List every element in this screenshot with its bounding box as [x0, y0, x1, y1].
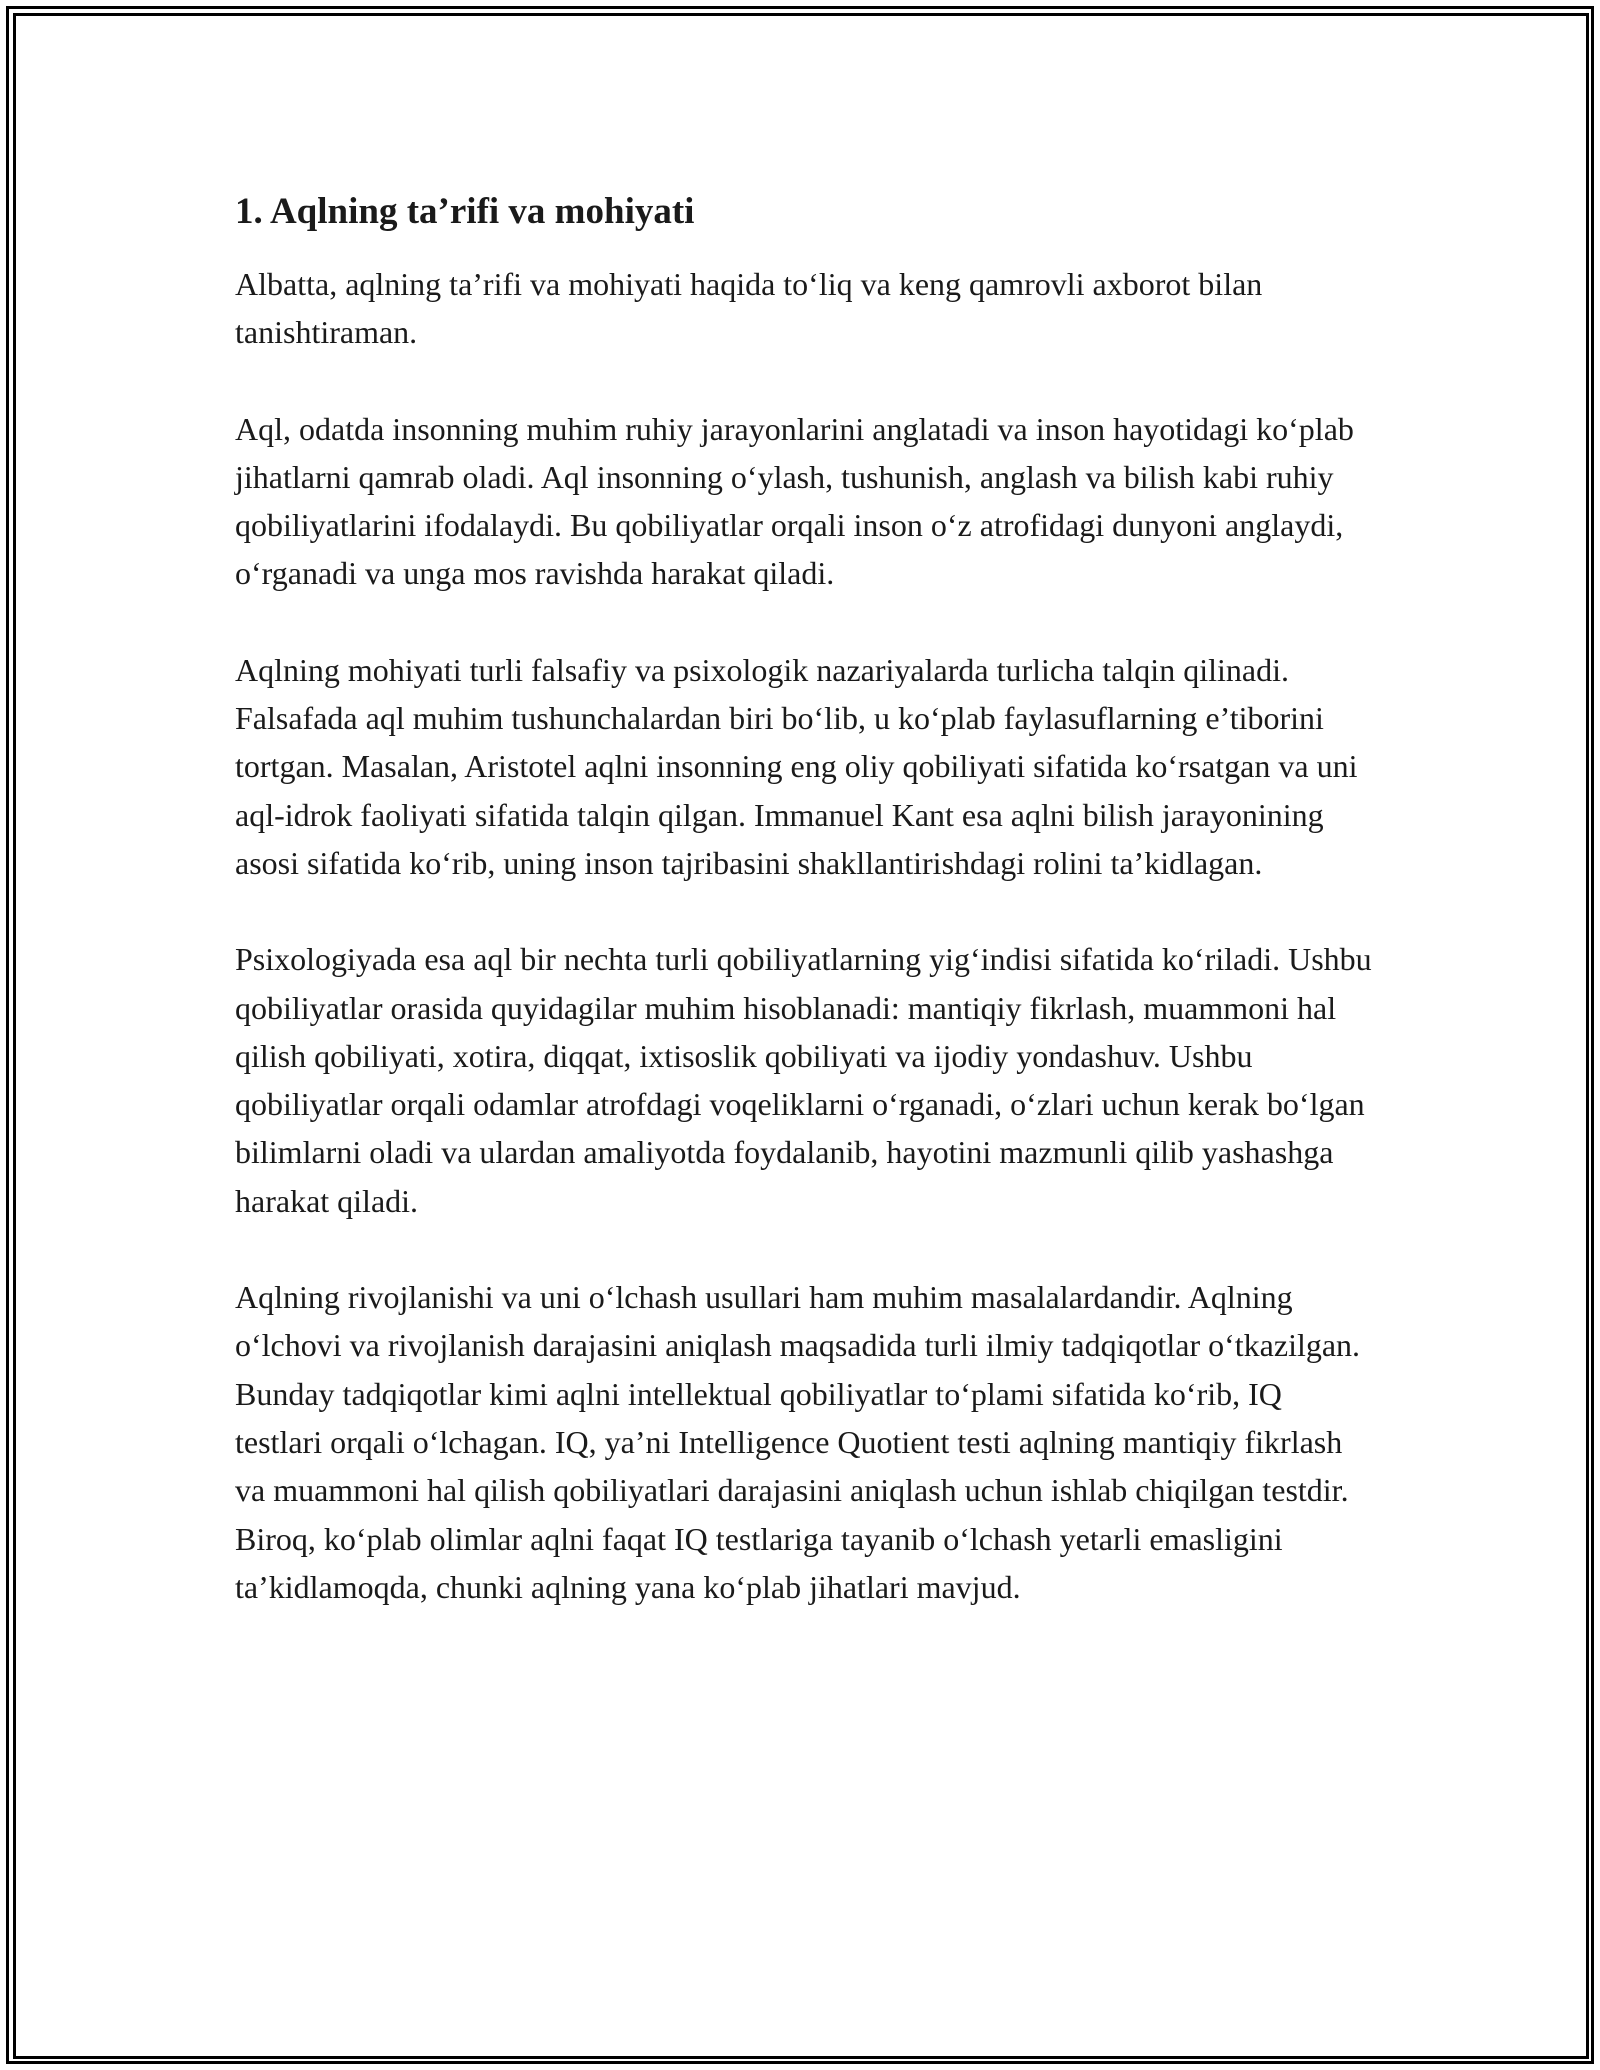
- paragraph-3: Aqlning mohiyati turli falsafiy va psixologik nazariyalarda turlicha talqin qilinadi. Falsafada aql muhim tushunchalardan biri bo‘lib, u ko‘plab faylasuflarning e’tiborini tortgan. Masalan, Aristotel aqlni insonning eng oliy qobiliyati sifatida ko‘rsatgan va uni aql-idrok faoliyati sifatida talqin qilgan. Immanuel Kant esa aqlni bilish jarayonining asosi sifatida ko‘rib, uning inson tajribasini shakllantirishdagi rolini ta’kidlagan.: [235, 651, 1358, 881]
- document-body: [235, 188, 1375, 1611]
- paragraph-2: Aql, odatda insonning muhim ruhiy jarayonlarini anglatadi va inson hayotidagi ko‘plab jihatlarni qamrab oladi. Aql insonning o‘ylash, tushunish, anglash va bilish kabi ruhiy qobiliyatlarini ifodalaydi. Bu qobiliyatlar orqali inson o‘z atrofidagi dunyoni anglaydi, o‘rganadi va unga mos ravishda harakat qiladi.: [235, 410, 1354, 592]
- paragraph-1: Albatta, aqlning ta’rifi va mohiyati haqida to‘liq va keng qamrovli axborot bilan tanishtiraman.: [235, 266, 1263, 351]
- section-heading: 1. Aqlning ta’rifi va mohiyati: [235, 191, 695, 232]
- paragraph-4: Psixologiyada esa aql bir nechta turli qobiliyatlarning yig‘indisi sifatida ko‘riladi. Ushbu qobiliyatlar orasida quyidagilar muhim hisoblanadi: mantiqiy fikrlash, muammoni hal qilish qobiliyati, xotira, diqqat, ixtisoslik qobiliyati va ijodiy yondashuv. Ushbu qobiliyatlar orqali odamlar atrofdagi voqeliklarni o‘rganadi, o‘zlari uchun kerak bo‘lgan bilimlarni oladi va ulardan amaliyotda foydalanib, hayotini mazmunli qilib yashashga harakat qiladi.: [235, 941, 1372, 1219]
- paragraph-5: Aqlning rivojlanishi va uni o‘lchash usullari ham muhim masalalardandir. Aqlning o‘lchovi va rivojlanish darajasini aniqlash maqsadida turli ilmiy tadqiqotlar o‘tkazilgan. Bunday tadqiqotlar kimi aqlni intellektual qobiliyatlar to‘plami sifatida ko‘rib, IQ testlari orqali o‘lchagan. IQ, ya’ni Intelligence Quotient testi aqlning mantiqiy fikrlash va muammoni hal qilish qobiliyatlari darajasini aniqlash uchun ishlab chiqilgan testdir. Biroq, ko‘plab olimlar aqlni faqat IQ testlariga tayanib o‘lchash yetarli emasligini ta’kidlamoqda, chunki aqlning yana ko‘plab jihatlari mavjud.: [235, 1279, 1361, 1605]
